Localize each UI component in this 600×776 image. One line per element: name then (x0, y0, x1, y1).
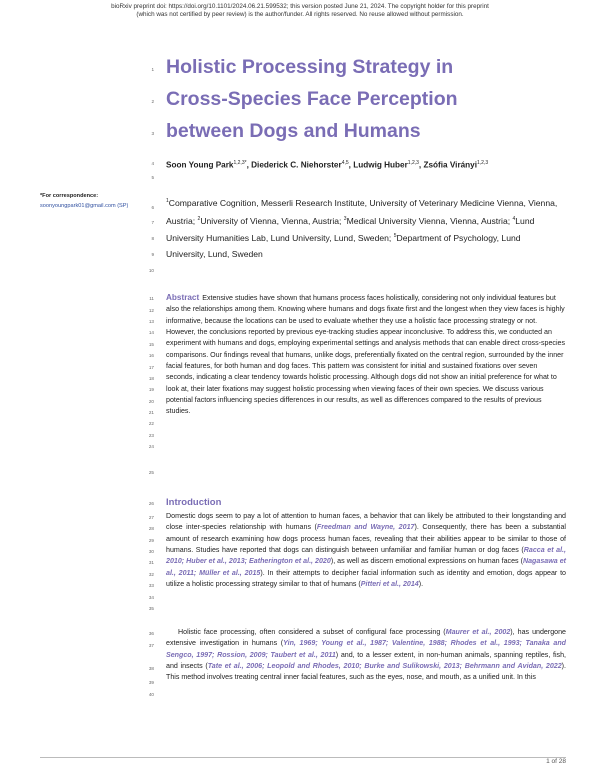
body-text: ). (418, 580, 424, 589)
line-number: 23 (148, 433, 154, 438)
author-affiliation-mark: 1,2,3 (407, 160, 419, 166)
citation-link[interactable]: Maurer et al., 2002 (445, 628, 511, 636)
line-number: 16 (148, 353, 154, 358)
title-line: Holistic Processing Strategy in (166, 56, 454, 78)
banner-line-2: (which was not certified by peer review) is the author/funder. All rights reserved. No reuse allowed without permission. (136, 11, 464, 18)
body-text: Domestic dogs seem to pay a lot of attention to human faces, a behavior that can likely be attributed to their longstanding and close inter-species relationship with humans ( (166, 512, 566, 532)
line-number: 28 (148, 526, 154, 531)
line-number: 17 (148, 365, 154, 370)
line-number: 29 (148, 538, 154, 543)
body-text: ). In their attempts to decipher facial information such as identity and emotion, dogs appear to utilize a holistic processing strategy similar to that of humans ( (166, 568, 567, 589)
author-name: Zsófia Virányi (423, 160, 478, 170)
line-number: 5 (151, 175, 154, 180)
line-number: 32 (148, 572, 154, 577)
intro-paragraph-1 (166, 511, 566, 590)
line-number: 33 (148, 583, 154, 588)
line-number: 22 (148, 421, 154, 426)
abstract (166, 292, 566, 418)
line-number: 21 (148, 410, 154, 415)
affiliation-text: Department of Psychology, Lund University, Lund, Sweden (166, 233, 521, 259)
correspondence-heading: *For correspondence: (40, 193, 99, 199)
line-number: 34 (148, 595, 154, 600)
body-text: ), has undergone extensive investigation in humans ( (166, 628, 566, 648)
title-line: Cross-Species Face Perception (166, 88, 458, 110)
affiliation-text: Medical University Vienna, Vienna, Austria; (346, 215, 511, 226)
correspondence-email[interactable]: soonyoungpark01@gmail.com (SP) (40, 203, 129, 209)
line-number: 38 (148, 666, 154, 671)
affiliation-mark: 1 (166, 198, 169, 204)
line-number: 37 (148, 643, 154, 648)
footer-divider (40, 757, 566, 758)
correspondence-note (40, 191, 160, 211)
line-number: 6 (151, 205, 154, 210)
line-number: 40 (148, 692, 154, 697)
preprint-banner (0, 3, 600, 19)
body-text: ) and, to a lesser extent, in non-human animals, spanning reptiles, fish, and insects ( (166, 650, 566, 671)
author-affiliation-mark: 4,5 (341, 160, 349, 166)
line-number: 14 (148, 330, 154, 335)
line-number: 24 (148, 444, 154, 449)
line-number: 7 (151, 220, 154, 225)
line-number: 18 (148, 376, 154, 381)
line-number: 36 (148, 631, 154, 636)
body-text: Holistic face processing, often considered a subset of configural face processing ( (178, 628, 446, 636)
author-name: Soon Young Park (166, 160, 234, 170)
citation-link[interactable]: Yin, 1969; Young et al., 1987; Valentine, 1988; Rhodes et al., 1993; Tanaka and Sengco, 1997; Rossion, 2009; Taubert et al., 2011 (166, 639, 566, 659)
affiliation-text: Lund University Humanities Lab, Lund University, Lund, Sweden; (166, 215, 535, 244)
line-number: 2 (151, 99, 154, 104)
line-number: 20 (148, 399, 154, 404)
line-number: 11 (149, 296, 154, 301)
affiliation-text: Comparative Cognition, Messerli Research Institute, University of Veterinary Medicine Vienna, Vienna, Austria; (166, 197, 558, 226)
line-number: 26 (148, 501, 154, 506)
line-number: 12 (148, 308, 154, 313)
line-number: 9 (151, 252, 154, 257)
citation-link[interactable]: Nagasawa et al., 2011; Müller et al., 2015 (166, 557, 566, 577)
affiliation-mark: 2 (197, 215, 201, 222)
citation-link[interactable]: Freedman and Wayne, 2017 (316, 523, 415, 532)
page-number: 1 of 28 (546, 758, 566, 765)
line-number: 3 (151, 131, 154, 136)
affiliation-mark: 4 (512, 215, 516, 222)
citation-link[interactable]: Pitteri et al., 2014 (360, 580, 419, 589)
line-number: 13 (148, 319, 154, 324)
affiliation-text: University of Vienna, Vienna, Austria; (200, 215, 342, 226)
abstract-heading: Abstract (166, 293, 200, 302)
banner-line-1: bioRxiv preprint doi: https://doi.org/10.1101/2024.06.21.599532; this version posted June 21, 2024. The copyright holder for this preprint (111, 3, 489, 10)
line-number: 35 (148, 606, 154, 611)
line-number: 27 (148, 515, 154, 520)
author-affiliation-mark: 1,2,3 (477, 160, 489, 166)
author-list: Soon Young Park$^{1,2,3*}$, Diederick C. Niehorster$^{4,5}$, Ludwig Huber$^{1,2,3}$, Zsófia Virányi$^{1,2,3}$ (166, 160, 489, 170)
line-number: 4 (151, 161, 154, 166)
title-line: between Dogs and Humans (166, 120, 421, 142)
author-name: Diederick C. Niehorster (251, 160, 342, 170)
line-number: 30 (148, 549, 154, 554)
intro-paragraph-2 (166, 627, 566, 684)
line-number: 1 (151, 67, 154, 72)
body-text: ). Consequently, there has been a substantial amount of research examining how dogs process human faces, revealing that their abilities appear to be similar to those of humans. Studies have reported that dogs can distinguish between unfamiliar and familiar human or dog faces ( (166, 523, 567, 555)
line-number: 31 (148, 560, 154, 565)
citation-link[interactable]: Racca et al., 2010; Huber et al., 2013; Eatherington et al., 2020 (166, 546, 567, 566)
body-text: ). This method involves treating central inner facial features, such as the eyes, nose, and mouth, as a unified unit. In this (166, 662, 567, 682)
author-affiliation-mark: 1,2,3* (233, 160, 247, 166)
line-number: 19 (148, 387, 154, 392)
line-number: 39 (148, 680, 154, 685)
abstract-text: Extensive studies have shown that humans process faces holistically, considering not only individual features but also the relationships among them. Knowing where humans and dogs fixate first and the longest when they view faces is highly informative, because the locations can be used to evaluate whether they use a holistic face processing strategy or not. However, the conclusions reported by previous eye-tracking studies appear inconclusive. To address this, we conducted an experiment with humans and dogs, employing experimental settings and analysis methods that can enable direct cross-species comparisons. Our findings reveal that humans, unlike dogs, preferentially fixated on the central region, surrounded by the inner facial features, for both human and dog faces. This pattern was consistent for initial and sustained fixations over seven seconds, indicating a clear tendency towards holistic processing. Although dogs did not show an initial preference for what to look at, their later fixations may suggest holistic processing when viewing faces of their own species. We discuss various potential factors influencing species differences in our results, as well as differences compared to the results of previous studies. (166, 294, 566, 416)
line-number: 25 (148, 470, 154, 475)
body-text: ), as well as discern emotional expressions on human faces ( (330, 557, 523, 566)
line-number: 15 (148, 342, 154, 347)
author-name: Ludwig Huber (353, 160, 408, 170)
line-number: 10 (148, 268, 154, 273)
affiliations (166, 194, 561, 263)
affiliation-mark: 3 (343, 215, 347, 222)
line-number: 8 (151, 236, 154, 241)
citation-link[interactable]: Tate et al., 2006; Leopold and Rhodes, 2010; Burke and Sulikowski, 2013; Behrmann and Avidan, 2022 (207, 662, 562, 671)
paper-title (166, 51, 526, 147)
affiliation-mark: 5 (393, 233, 397, 240)
section-heading-introduction: Introduction (166, 497, 222, 508)
